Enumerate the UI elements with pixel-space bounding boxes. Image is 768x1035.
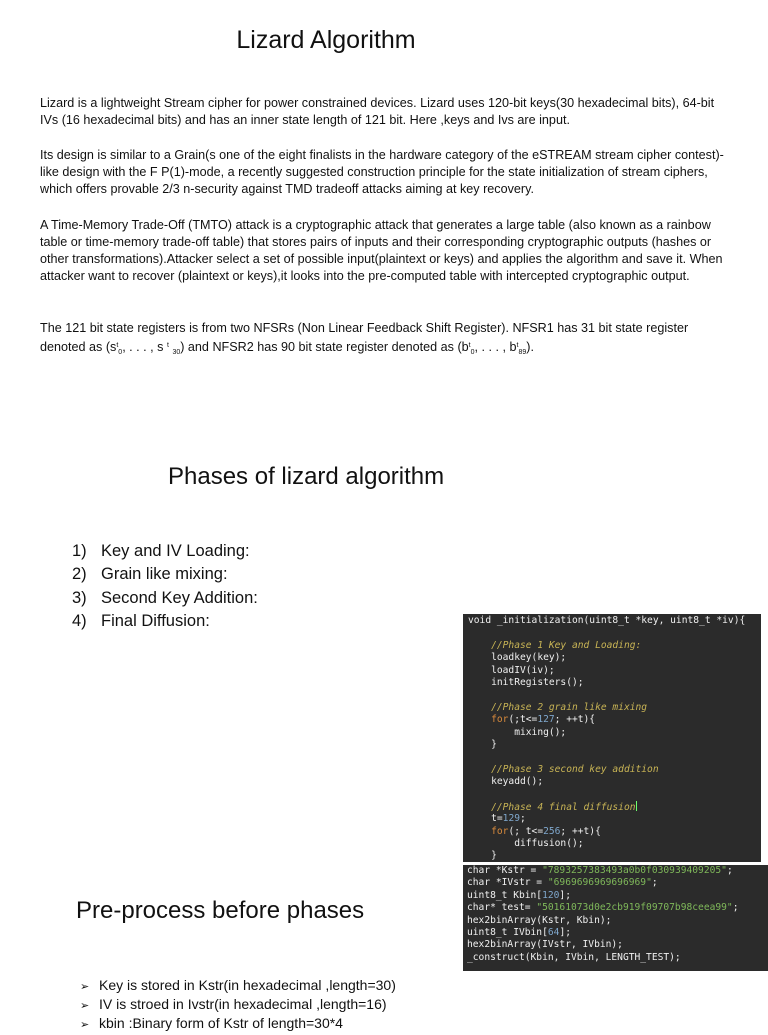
code-keyword: for xyxy=(491,714,509,726)
superscript: t xyxy=(166,342,169,349)
list-item-label: Final Diffusion: xyxy=(101,611,210,630)
code-number: 64 xyxy=(547,926,560,938)
list-item-label: Grain like mixing: xyxy=(101,565,228,584)
code-line xyxy=(468,764,761,776)
code-string: "7893257383493a0b0f030939409205" xyxy=(542,865,727,876)
code-text: } xyxy=(491,738,497,750)
preprocess-heading: Pre-process before phases xyxy=(76,897,365,924)
arrow-bullet-icon: ➢ xyxy=(80,1000,90,1012)
code-line xyxy=(468,702,761,714)
code-comment: //Phase 3 second key addition xyxy=(491,763,659,775)
phases-heading: Phases of lizard algorithm xyxy=(168,463,445,490)
list-item-label: Key is stored in Kstr(in hexadecimal ,length=30) xyxy=(99,977,396,993)
list-number: 2) xyxy=(72,565,87,584)
code-line xyxy=(467,902,768,914)
code-text: ]; xyxy=(559,889,571,901)
code-line: hex2binArray(IVstr, IVbin); xyxy=(467,939,623,951)
code-line xyxy=(468,801,761,813)
code-line xyxy=(467,865,768,877)
code-line xyxy=(467,890,768,902)
code-line xyxy=(468,826,761,838)
list-item xyxy=(80,995,396,1014)
code-line xyxy=(467,927,768,939)
code-line xyxy=(468,739,761,751)
code-line-blank xyxy=(468,689,761,701)
code-line: _construct(Kbin, IVbin, LENGTH_TEST); xyxy=(467,951,681,963)
text-run: The 121 bit state registers is from two NFSRs (Non Linear Feedback Shift Register). NFSR1 has 31 bit state register denoted as (s xyxy=(40,321,689,354)
list-item xyxy=(72,610,258,633)
preprocess-code-block xyxy=(463,865,768,971)
code-text: ]; xyxy=(559,926,571,938)
code-text: keyadd(); xyxy=(491,776,544,788)
list-item xyxy=(72,587,258,610)
code-line xyxy=(468,813,761,825)
subscript: 0 xyxy=(470,349,475,356)
text-run: , . . . , s xyxy=(122,340,164,354)
list-item xyxy=(72,540,258,563)
list-item xyxy=(72,563,258,586)
superscript: t xyxy=(516,342,519,349)
list-item-label: Key and IV Loading: xyxy=(101,542,250,560)
code-comment: //Phase 1 Key and Loading: xyxy=(491,639,642,651)
code-line-blank xyxy=(468,627,761,639)
code-line xyxy=(468,850,761,862)
code-line xyxy=(468,677,761,689)
text-cursor xyxy=(636,801,637,811)
code-text: (;t<= xyxy=(508,714,538,726)
code-text: uint8_t Kbin[ xyxy=(467,889,543,901)
code-number: 120 xyxy=(542,889,560,901)
subscript: 89 xyxy=(518,349,527,356)
code-text: ; xyxy=(651,877,658,889)
code-string: "50161073d0e2cb919f09707b98ceea99" xyxy=(536,902,733,914)
code-comment: //Phase 2 grain like mixing xyxy=(491,701,648,713)
code-line: void _initialization(uint8_t *key, uint8_t *iv){ xyxy=(468,615,746,626)
code-line xyxy=(468,838,761,850)
code-line xyxy=(468,727,761,739)
superscript: t xyxy=(468,342,471,349)
code-text: loadIV(iv); xyxy=(491,664,555,676)
text-run: ). xyxy=(526,340,534,354)
code-line xyxy=(468,640,761,652)
code-number: 256 xyxy=(543,825,561,837)
list-item xyxy=(80,976,396,995)
list-item-label: kbin :Binary form of Kstr of length=30*4 xyxy=(99,1015,343,1031)
code-text: char* test= xyxy=(467,902,537,914)
design-paragraph: Its design is similar to a Grain(s one of the eight finalists in the hardware category of the eSTREAM stream cipher contest)-like design with the F P(1)-mode, a recently suggested construction principle for the state initialization of stream ciphers, which offers provable 2/3 n-security against TMD tradeoff attacks aiming at key recovery. xyxy=(40,148,724,196)
intro-paragraph: Lizard is a lightweight Stream cipher for power constrained devices. Lizard uses 120-bit keys(30 hexadecimal bits), 64-bit IVs (16 hexadecimal bits) and has an inner state length of 121 bit. Here ,keys and Ivs are input. xyxy=(40,96,715,127)
list-number: 1) xyxy=(72,542,87,560)
code-keyword: for xyxy=(491,825,509,837)
superscript: t xyxy=(116,342,119,349)
phases-list xyxy=(72,540,258,633)
list-number: 4) xyxy=(72,611,87,630)
code-line xyxy=(468,776,761,788)
code-text: t= xyxy=(491,813,503,825)
code-comment: //Phase 4 final diffusion xyxy=(491,801,636,813)
code-number: 127 xyxy=(537,714,555,726)
code-line xyxy=(468,652,761,664)
arrow-bullet-icon: ➢ xyxy=(80,981,90,993)
code-text: mixing(); xyxy=(514,726,567,738)
code-line xyxy=(467,877,768,889)
code-text: ; xyxy=(732,902,739,914)
text-run: ) and NFSR2 has 90 bit state register denoted as (b xyxy=(180,340,469,354)
list-item-label: Second Key Addition: xyxy=(101,588,258,607)
code-text: ; ++t){ xyxy=(560,825,601,837)
subscript: 30 xyxy=(172,349,181,356)
code-text: ; ++t){ xyxy=(554,714,596,726)
code-text: loadkey(key); xyxy=(491,652,567,664)
code-text: diffusion(); xyxy=(514,838,584,850)
code-line: hex2binArray(Kstr, Kbin); xyxy=(467,914,612,926)
text-run: , . . . , b xyxy=(474,340,517,354)
state-registers-paragraph xyxy=(40,320,730,361)
code-line-blank xyxy=(468,788,761,800)
code-text: ; xyxy=(520,813,526,825)
arrow-bullet-icon: ➢ xyxy=(80,1019,90,1031)
code-text: } xyxy=(491,850,497,862)
tmto-paragraph: A Time-Memory Trade-Off (TMTO) attack is a cryptographic attack that generates a large table (also known as a rainbow table or time-memory trade-off table) that stores pairs of inputs and their corresponding cryptographic outputs (hashes or other transformations).Attacker select a set of possible input(plaintext or keys) and applies the algorithm and save it. When attacker want to recover (plaintext or keys),it looks into the pre-computed table with intercepted cryptographic output. xyxy=(40,218,723,283)
initialization-code-block xyxy=(463,614,761,862)
code-line xyxy=(468,714,761,726)
code-number: 129 xyxy=(502,813,520,825)
code-text: char *IVstr = xyxy=(467,877,548,889)
code-line-blank xyxy=(468,751,761,763)
preprocess-list xyxy=(80,976,396,1033)
list-number: 3) xyxy=(72,588,87,607)
code-text: (; t<= xyxy=(508,825,544,837)
list-item-label: IV is stroed in Ivstr(in hexadecimal ,length=16) xyxy=(99,996,387,1012)
code-line xyxy=(468,665,761,677)
code-text: uint8_t IVbin[ xyxy=(467,926,548,938)
code-text: ; xyxy=(726,865,733,876)
code-text: char *Kstr = xyxy=(467,865,543,876)
page-title: Lizard Algorithm xyxy=(236,26,416,54)
code-text: initRegisters(); xyxy=(491,676,584,688)
code-string: "6969696969696969" xyxy=(547,877,652,889)
subscript: 0 xyxy=(118,349,123,356)
